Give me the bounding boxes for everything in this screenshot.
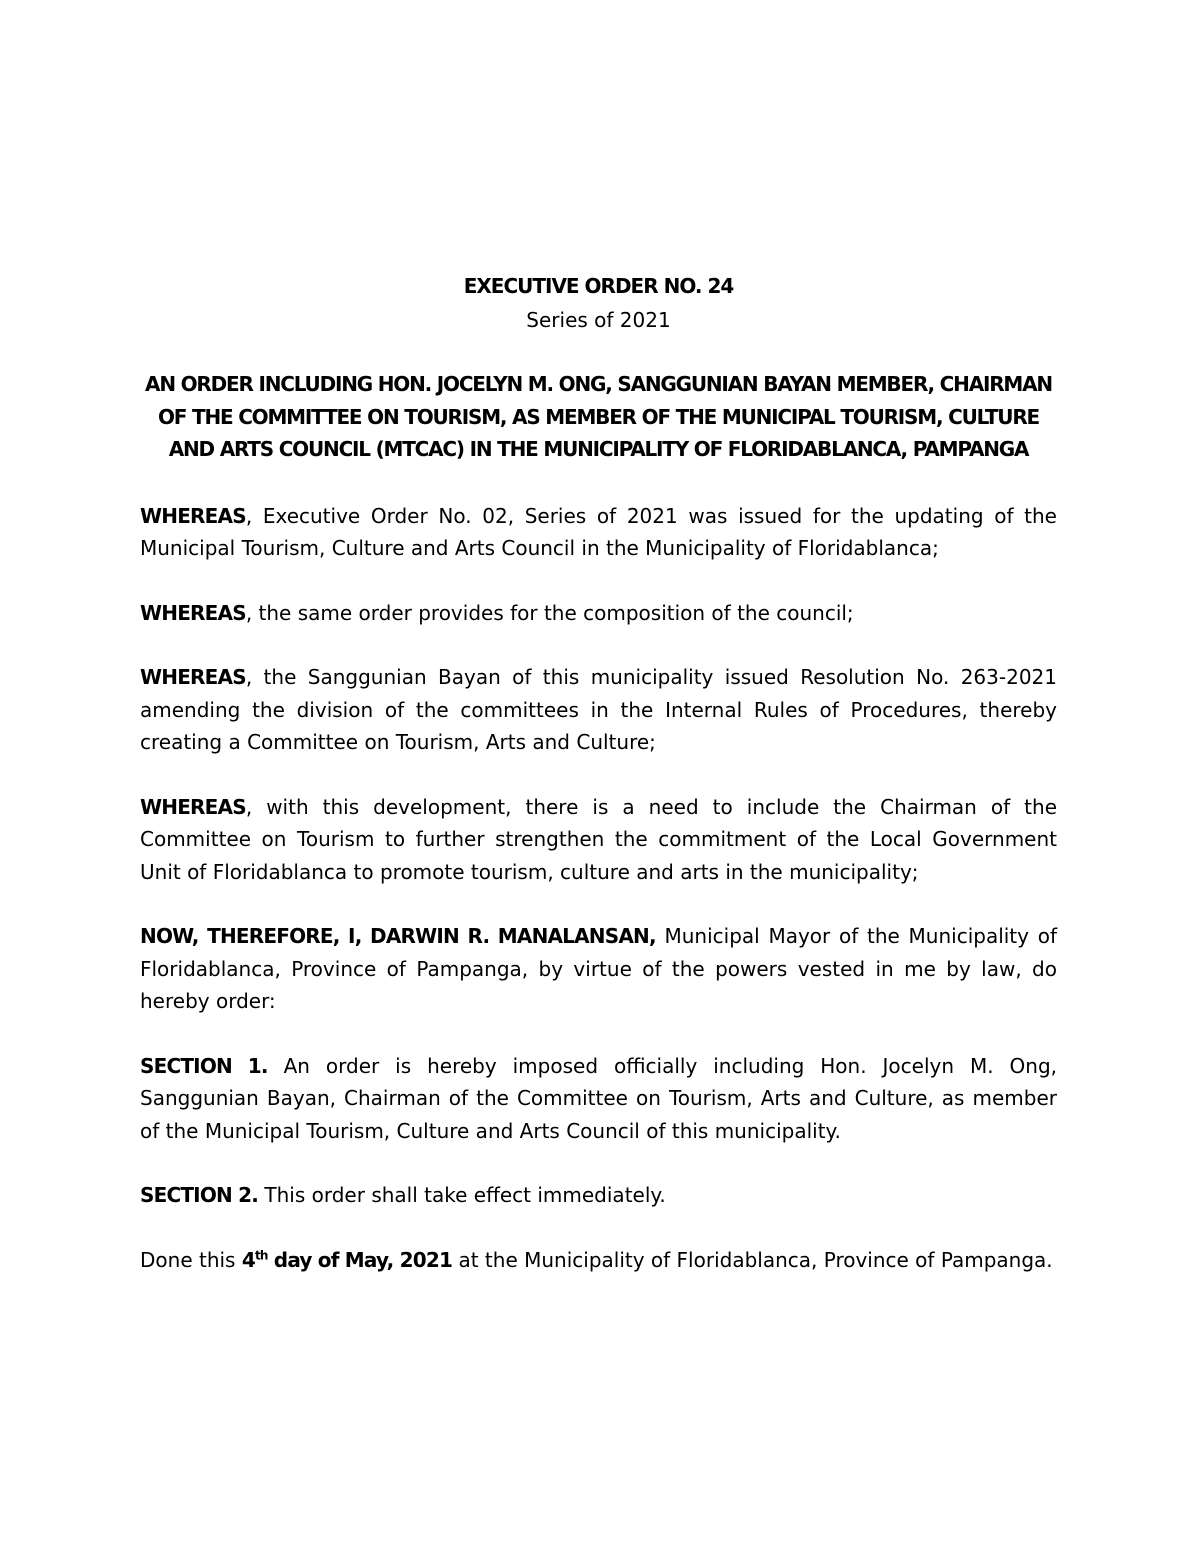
done-suffix: at the Municipality of Floridablanca, Province of Pampanga. [452,1247,1053,1272]
done-paragraph [140,1244,1057,1277]
now-therefore-label: NOW, THEREFORE, I, DARWIN R. MANALANSAN, [140,924,656,948]
section-2-label: SECTION 2. [140,1183,259,1207]
document-page [140,270,1057,1276]
now-therefore-text: Municipal Mayor of the Municipality of Floridablanca, Province of Pampanga, by virtue of the powers vested in me by law, do hereby order: [140,924,1057,1013]
whereas-paragraph-2 [140,597,1057,630]
done-date [242,1248,452,1272]
whereas-label: WHEREAS [140,665,246,689]
whereas-text-1: , Executive Order No. 02, Series of 2021 was issued for the updating of the Municipal Tourism, Culture and Arts Council in the Municipality of Floridablanca; [140,503,1057,560]
whereas-label: WHEREAS [140,503,246,528]
section-1-label: SECTION 1. [140,1053,268,1078]
whereas-paragraph-1 [140,500,1057,565]
whereas-text-2: , the same order provides for the composition of the council; [245,600,854,625]
done-day-suffix: th [254,1247,268,1262]
order-series: Series of 2021 [526,308,671,332]
done-date-rest: day of May, 2021 [267,1247,453,1272]
section-2-text: This order shall take effect immediately. [258,1183,666,1207]
whereas-label: WHEREAS [140,600,246,625]
section-2-paragraph [140,1179,1057,1212]
whereas-paragraph-4 [140,791,1057,889]
done-prefix: Done this [140,1247,242,1272]
section-1-paragraph [140,1050,1057,1148]
now-therefore-paragraph [140,920,1057,1018]
whereas-paragraph-3 [140,661,1057,759]
order-subject: AN ORDER INCLUDING HON. JOCELYN M. ONG, SANGGUNIAN BAYAN MEMBER, CHAIRMAN OF THE COMMITTEE ON TOURISM, AS MEMBER OF THE MUNICIPAL TOURISM, CULTURE AND ARTS COUNCIL (MTCAC) IN THE MUNICIPALITY OF FLORIDABLANCA, PAMPANGA [145,372,1052,461]
whereas-text-4: , with this development, there is a need to include the Chairman of the Committee on Tourism to further strengthen the commitment of the Local Government Unit of Floridablanca to promote tourism, culture and arts in the municipality; [140,794,1057,884]
done-day: 4 [241,1247,255,1272]
order-title: EXECUTIVE ORDER NO. 24 [463,274,734,298]
whereas-text-3: , the Sanggunian Bayan of this municipality issued Resolution No. 263-2021 amending the division of the committees in the Internal Rules of Procedures, thereby creating a Committee on Tourism, Arts and Culture; [140,665,1057,754]
section-1-text: An order is hereby imposed officially including Hon. Jocelyn M. Ong, Sanggunian Bayan, Chairman of the Committee on Tourism, Arts and Culture, as member of the Municipal Tourism, Culture and Arts Council of this municipality. [140,1053,1057,1143]
whereas-label: WHEREAS [140,794,246,819]
